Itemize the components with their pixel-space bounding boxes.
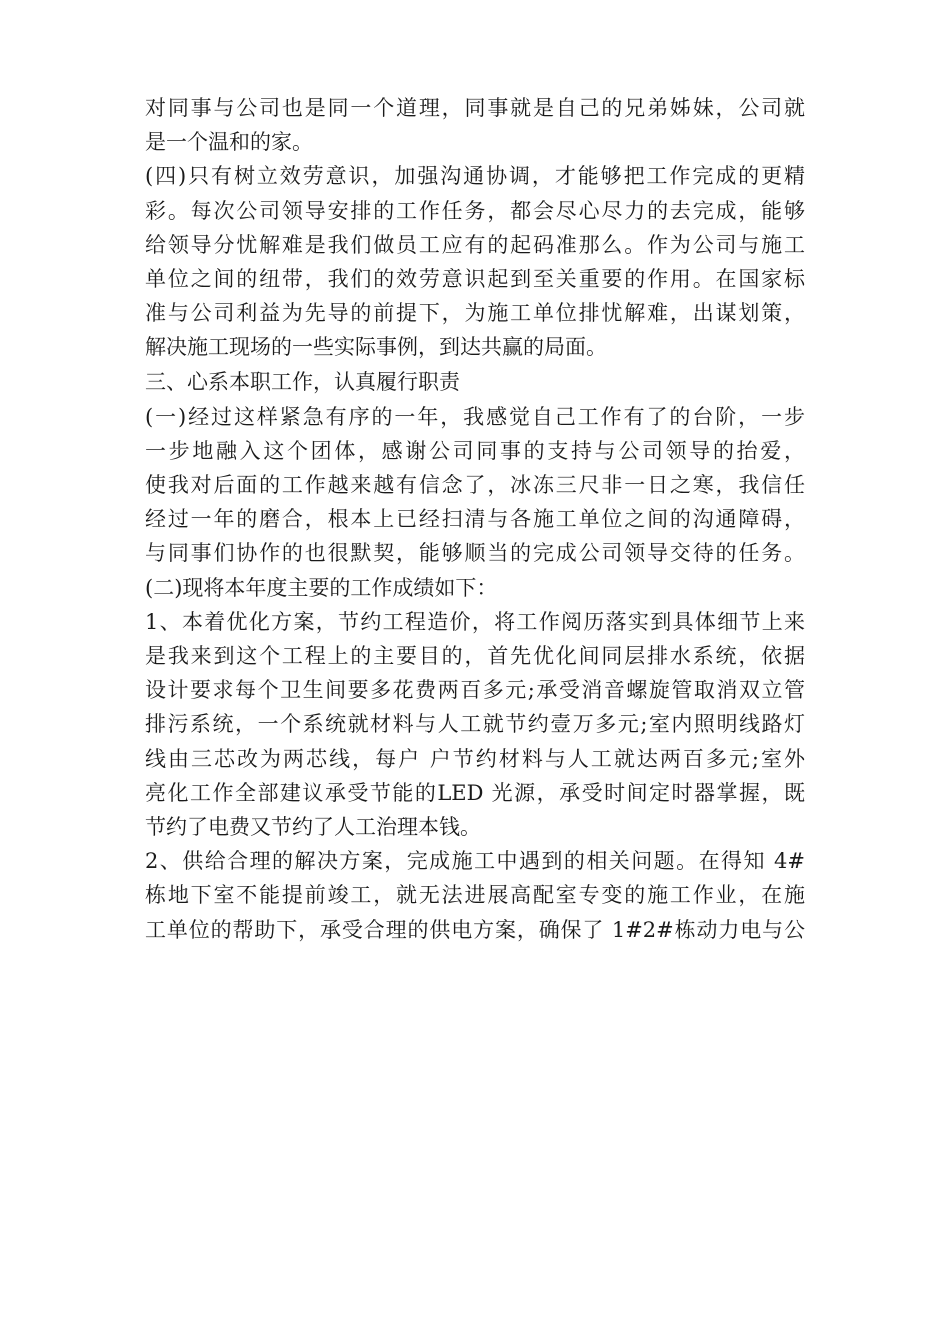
text-line: 2、供给合理的解决方案，完成施工中遇到的相关问题。在得知 4# xyxy=(145,849,805,874)
text-line: 工单位的帮助下，承受合理的供电方案，确保了 1#2#栋动力电与公 xyxy=(145,917,805,942)
text-line: 是我来到这个工程上的主要目的，首先优化间同层排水系统，依据 xyxy=(145,644,805,668)
document-body xyxy=(145,91,805,947)
text-line: 一步地融入这个团体，感谢公司同事的支持与公司领导的抬爱， xyxy=(145,438,805,463)
text-line: 亮化工作全部建议承受节能的LED 光源，承受时间定时器掌握，既 xyxy=(145,780,805,805)
text-line: 1、本着优化方案，节约工程造价，将工作阅历落实到具体细节上来 xyxy=(145,609,805,634)
text-line: 使我对后面的工作越来越有信念了，冰冻三尺非一日之寒，我信任 xyxy=(145,473,805,498)
text-line: (四)只有树立效劳意识，加强沟通协调，才能够把工作完成的更精 xyxy=(145,164,805,189)
text-line: 与同事们协作的也很默契，能够顺当的完成公司领导交待的任务。 xyxy=(145,541,805,566)
text-line: 经过一年的磨合，根本上已经扫清与各施工单位之间的沟通障碍， xyxy=(145,507,805,532)
text-line: 线由三芯改为两芯线，每户 户节约材料与人工就达两百多元;室外 xyxy=(145,746,805,771)
text-line: 设计要求每个卫生间要多花费两百多元;承受消音螺旋管取消双立管 xyxy=(145,678,805,703)
text-line: 对同事与公司也是同一个道理，同事就是自己的兄弟姊妹，公司就 xyxy=(145,96,805,120)
text-line: 准与公司利益为先导的前提下，为施工单位排忧解难，出谋划策， xyxy=(145,301,805,326)
text-line: 节约了电费又节约了人工治理本钱。 xyxy=(145,814,481,839)
text-line: 栋地下室不能提前竣工，就无法进展高配室专变的施工作业，在施 xyxy=(145,883,805,908)
text-line: (二)现将本年度主要的工作成绩如下： xyxy=(145,575,498,600)
text-line: (一)经过这样紧急有序的一年，我感觉自己工作有了的台阶，一步 xyxy=(145,404,805,429)
text-line: 彩。每次公司领导安排的工作任务，都会尽心尽力的去完成，能够 xyxy=(145,198,805,223)
text-line: 是一个温和的家。 xyxy=(145,130,313,155)
text-line: 给领导分忧解难是我们做员工应有的起码准那么。作为公司与施工 xyxy=(145,232,805,257)
section-heading: 三、心系本职工作，认真履行职责 xyxy=(145,369,460,394)
text-line: 排污系统，一个系统就材料与人工就节约壹万多元;室内照明线路灯 xyxy=(145,712,805,737)
text-line: 解决施工现场的一些实际事例，到达共赢的局面。 xyxy=(145,335,607,360)
text-line: 单位之间的纽带，我们的效劳意识起到至关重要的作用。在国家标 xyxy=(145,266,805,291)
